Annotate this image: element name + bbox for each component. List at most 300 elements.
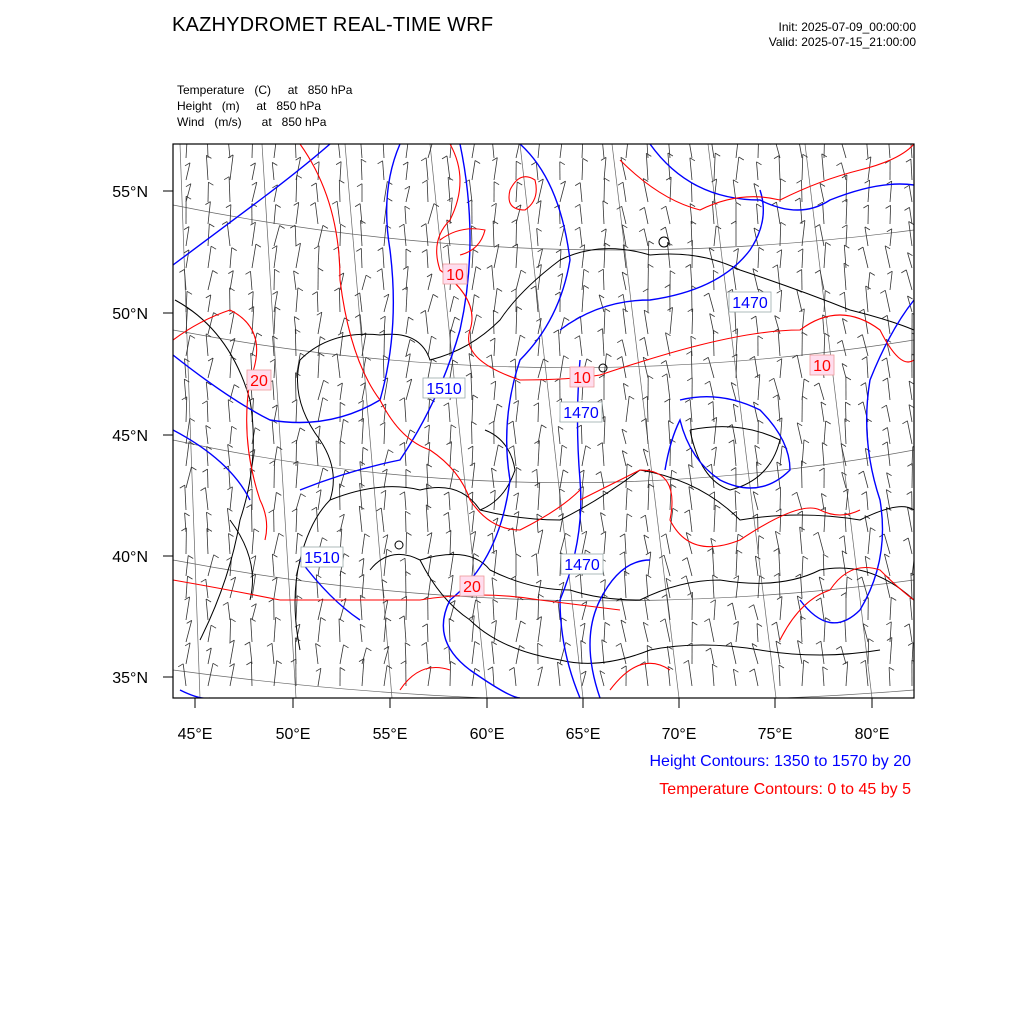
wind-barb-flag	[575, 336, 580, 339]
wind-barb	[538, 137, 540, 158]
wind-barb	[602, 443, 604, 466]
wind-barb-flag	[758, 420, 763, 423]
map-frame	[173, 144, 914, 698]
wind-barb	[626, 488, 627, 510]
wind-barb	[207, 401, 208, 422]
wind-barb-flag	[555, 292, 560, 295]
wind-barb-flag	[448, 177, 453, 180]
wind-barb	[909, 185, 912, 202]
wind-barb	[714, 600, 715, 620]
wind-barb-flag	[421, 224, 426, 227]
wind-barb-flag	[531, 286, 536, 289]
wind-barb	[208, 625, 211, 642]
wind-barb-flag	[605, 243, 610, 246]
wind-barb	[709, 293, 714, 312]
wind-barb-flag	[400, 442, 405, 445]
wind-barb	[780, 446, 782, 466]
wind-barb-flag	[185, 513, 190, 516]
wind-barb-flag	[707, 464, 712, 467]
wind-barb	[428, 141, 433, 158]
wind-barb-flag	[269, 510, 274, 513]
wind-barb	[426, 158, 428, 180]
wind-barb-flag	[270, 359, 275, 362]
wind-barb-flag	[297, 175, 302, 178]
wind-barb	[538, 441, 539, 467]
wind-barb	[206, 579, 208, 598]
wind-barb	[754, 669, 758, 686]
wind-barb-flag	[755, 556, 760, 559]
wind-barb	[274, 578, 277, 599]
wind-barb	[362, 648, 366, 664]
wind-barb-flag	[733, 180, 738, 183]
wind-barb	[736, 511, 737, 532]
wind-barb-flag	[337, 132, 342, 135]
wind-barb	[206, 488, 209, 510]
wind-barb	[887, 405, 891, 422]
wind-barb	[645, 598, 648, 621]
wind-barb	[911, 139, 912, 158]
wind-barb	[339, 180, 340, 202]
wind-barb	[186, 597, 190, 620]
wind-barb-flag	[292, 400, 297, 403]
wind-barb-flag	[584, 285, 589, 288]
wind-barb-flag	[603, 201, 608, 204]
wind-barb	[207, 528, 208, 554]
wind-barb	[780, 290, 782, 312]
wind-barb-flag	[490, 490, 495, 493]
wind-barb-flag	[231, 619, 236, 622]
wind-barb	[735, 491, 736, 510]
wind-barb	[295, 133, 296, 158]
wind-barb-flag	[410, 430, 415, 433]
wind-barb-flag	[641, 515, 646, 518]
wind-barb	[516, 182, 517, 202]
wind-barb-flag	[294, 317, 299, 320]
wind-barb	[736, 157, 739, 180]
wind-barb-flag	[707, 548, 712, 551]
wind-barb-flag	[491, 620, 496, 623]
wind-barb-flag	[901, 270, 906, 273]
wind-barb	[472, 267, 476, 290]
wind-barb	[273, 381, 274, 400]
wind-barb	[339, 288, 340, 312]
wind-barb	[560, 250, 561, 268]
wind-barb	[625, 534, 626, 554]
wind-barb	[909, 624, 912, 642]
wind-barb	[516, 401, 519, 423]
wind-barb-flag	[564, 356, 569, 359]
wind-barb	[186, 163, 190, 180]
wind-barb-flag	[649, 241, 654, 244]
wind-barb-flag	[627, 514, 632, 517]
wind-barb	[186, 135, 187, 158]
wind-barb	[208, 271, 213, 291]
wind-barb-flag	[729, 440, 734, 443]
wind-barb	[643, 622, 648, 642]
wind-barb-flag	[428, 141, 433, 144]
wind-barb	[427, 624, 428, 642]
wind-barb-flag	[207, 136, 212, 139]
wind-barb-flag	[731, 468, 736, 471]
wind-barb-flag	[715, 153, 720, 156]
wind-barb-flag	[846, 402, 851, 405]
wind-barb-flag	[509, 667, 514, 670]
height-label-box	[301, 547, 343, 567]
wind-barb	[714, 417, 717, 444]
wind-barb	[819, 383, 824, 400]
wind-barb-flag	[277, 447, 282, 450]
wind-barb-flag	[310, 203, 315, 206]
lat-label-50n: 50°N	[112, 306, 148, 323]
wind-barb	[712, 664, 714, 686]
wind-barb	[604, 243, 605, 268]
wind-barb	[797, 289, 802, 312]
wind-barb-flag	[190, 335, 195, 338]
wind-barb	[208, 246, 211, 268]
wind-barb-flag	[733, 249, 738, 252]
wind-barb-flag	[487, 132, 492, 135]
wind-barb-flag	[558, 426, 563, 429]
wind-barb-flag	[575, 574, 580, 577]
wind-barb-flag	[904, 185, 909, 188]
wind-barb-flag	[715, 505, 720, 508]
wind-barb-flag	[584, 269, 589, 272]
wind-barb	[623, 182, 626, 202]
wind-barb-flag	[400, 492, 405, 495]
wind-barb-flag	[688, 592, 693, 595]
wind-barb	[494, 244, 499, 268]
wind-barb-flag	[359, 418, 364, 421]
wind-barb-flag	[214, 555, 219, 558]
wind-barb	[733, 669, 736, 686]
wind-barb-flag	[366, 648, 371, 651]
wind-barb-flag	[401, 661, 406, 664]
wind-barb-flag	[516, 554, 521, 557]
wind-barb	[755, 556, 758, 576]
wind-barb	[513, 528, 516, 554]
wind-barb-flag	[844, 245, 849, 248]
wind-barb-flag	[301, 494, 306, 497]
wind-barb	[516, 139, 520, 158]
wind-barb	[274, 140, 276, 158]
wind-barb-flag	[583, 158, 588, 161]
wind-barb	[538, 594, 539, 620]
wind-barb	[514, 446, 516, 466]
wind-barb	[560, 356, 564, 378]
wind-barb-flag	[779, 665, 784, 668]
wind-barb-flag	[332, 201, 337, 204]
wind-barb-flag	[491, 203, 496, 206]
wind-barb	[887, 473, 890, 488]
wind-barb-flag	[825, 291, 830, 294]
wind-barb	[582, 470, 584, 488]
height-contour-legend: Height Contours: 1350 to 1570 by 20	[649, 753, 911, 770]
wind-barb-flag	[256, 244, 261, 247]
wind-barb-flag	[311, 183, 316, 186]
wind-barb-flag	[706, 648, 711, 651]
wind-barb-flag	[422, 180, 427, 183]
wind-barb-flag	[648, 264, 653, 267]
wind-barb	[296, 509, 297, 532]
wind-barb-flag	[447, 442, 452, 445]
wind-barb	[493, 310, 494, 334]
wind-barb	[184, 379, 186, 400]
wind-barb	[449, 492, 450, 510]
wind-barb-flag	[781, 222, 786, 225]
wind-barb	[450, 425, 451, 444]
wind-barb	[427, 180, 428, 202]
wind-barb	[537, 469, 538, 488]
wind-barb	[777, 622, 780, 642]
wind-barb-flag	[272, 246, 277, 249]
wind-barb-flag	[246, 662, 251, 665]
wind-barb	[384, 490, 386, 510]
wind-barb-flag	[661, 361, 666, 364]
wind-barb	[208, 469, 209, 488]
wind-barb-flag	[796, 574, 801, 577]
wind-barb	[230, 426, 232, 444]
wind-barb-flag	[469, 511, 474, 514]
wind-barb-flag	[866, 157, 871, 160]
wind-barb	[516, 493, 519, 510]
wind-barb-flag	[777, 597, 782, 600]
wind-barb	[865, 516, 868, 532]
wind-barb	[251, 271, 253, 290]
wind-barb-flag	[406, 469, 411, 472]
wind-barb	[359, 506, 362, 532]
wind-barb	[492, 265, 494, 290]
wind-barb-flag	[734, 576, 739, 579]
wind-barb-flag	[575, 227, 580, 230]
wind-barb	[317, 292, 318, 312]
wind-barb	[752, 644, 758, 665]
lon-label-80e: 80°E	[854, 726, 890, 743]
wind-barb	[536, 554, 538, 576]
wind-barb	[318, 618, 321, 643]
wind-barb-flag	[406, 249, 411, 252]
wind-barb-flag	[494, 182, 499, 185]
wind-barb	[601, 472, 604, 488]
wind-barb	[865, 448, 868, 466]
wind-barb	[516, 335, 520, 356]
wind-barb-flag	[234, 385, 239, 388]
wind-barb	[383, 356, 384, 379]
wind-barb-flag	[365, 534, 370, 537]
wind-barb-flag	[300, 428, 305, 431]
wind-barb	[427, 642, 429, 664]
wind-barb	[296, 400, 297, 422]
wind-barb	[516, 380, 517, 400]
wind-barb-flag	[516, 161, 521, 164]
wind-barb-flag	[521, 270, 526, 273]
wind-barb	[845, 513, 846, 532]
wind-barb-flag	[581, 641, 586, 644]
wind-barb-flag	[540, 137, 545, 140]
wind-barb	[274, 226, 280, 247]
wind-barb	[780, 179, 781, 202]
wind-barb	[360, 136, 362, 158]
wind-barb-flag	[444, 403, 449, 406]
wind-barb-flag	[887, 638, 892, 641]
wind-barb-flag	[624, 571, 629, 574]
wind-barb-flag	[587, 359, 592, 362]
wind-barb	[889, 667, 890, 686]
wind-barb-flag	[182, 135, 187, 138]
wind-barb-flag	[605, 622, 610, 625]
wind-barb-flag	[713, 270, 718, 273]
wind-barb-flag	[844, 263, 849, 266]
wind-barb-flag	[616, 643, 621, 646]
wind-barb-flag	[711, 447, 716, 450]
wind-barb-flag	[489, 421, 494, 424]
wind-barb	[228, 132, 231, 158]
wind-barb	[820, 225, 824, 247]
wind-barb-flag	[357, 184, 362, 187]
wind-barb	[732, 603, 736, 620]
wind-barb-flag	[267, 643, 272, 646]
wind-barb	[228, 444, 230, 466]
wind-barb-flag	[453, 360, 458, 363]
wind-barb-flag	[705, 381, 710, 384]
wind-barb	[758, 536, 759, 554]
wind-barb-flag	[469, 616, 474, 619]
wind-barb	[714, 447, 716, 466]
wind-barb	[821, 598, 824, 620]
wind-barb	[296, 533, 298, 554]
wind-barb-flag	[606, 354, 611, 357]
wind-barb-flag	[486, 355, 491, 358]
wind-barb	[362, 558, 364, 576]
wind-barb-flag	[363, 447, 368, 450]
wind-barb	[908, 507, 913, 532]
wind-barb-flag	[673, 508, 678, 511]
wind-barb-flag	[882, 442, 887, 445]
wind-barb-flag	[756, 462, 761, 465]
wind-barb-flag	[511, 576, 516, 579]
wind-barb	[709, 619, 714, 642]
wind-barb	[887, 315, 890, 334]
wind-barb	[736, 550, 737, 576]
wind-barb	[890, 205, 891, 224]
wind-barb	[886, 507, 890, 532]
wind-barb-flag	[466, 373, 471, 376]
wind-barb	[604, 157, 606, 180]
wind-barb-flag	[531, 554, 536, 557]
wind-barb	[667, 595, 670, 621]
wind-barb-flag	[211, 625, 216, 628]
wind-barb-flag	[388, 450, 393, 453]
wind-barb	[604, 622, 605, 642]
wind-barb-flag	[792, 492, 797, 495]
wind-barb-flag	[906, 159, 911, 162]
wind-barb	[910, 207, 913, 224]
wind-barb	[227, 222, 230, 247]
wind-barb-flag	[517, 182, 522, 185]
wind-barb	[384, 469, 387, 488]
wind-barb	[406, 340, 410, 357]
wind-barb	[560, 470, 563, 488]
wind-barb	[208, 202, 210, 224]
wind-barb	[665, 619, 670, 642]
wind-barb	[406, 511, 407, 532]
wind-barb-flag	[749, 605, 754, 608]
wind-barb	[664, 555, 670, 576]
wind-barb-flag	[360, 136, 365, 139]
wind-barb	[186, 467, 191, 488]
wind-barb	[406, 532, 407, 554]
temperature-label: 20	[463, 579, 481, 596]
wind-barb-flag	[425, 442, 430, 445]
wind-barb-flag	[822, 443, 827, 446]
wind-barb	[362, 418, 364, 444]
wind-barb-flag	[387, 549, 392, 552]
wind-barb	[560, 445, 562, 466]
wind-barb-flag	[211, 246, 216, 249]
wind-barb	[580, 183, 582, 202]
wind-barb-flag	[426, 505, 431, 508]
wind-barb	[644, 535, 648, 554]
wind-barb-flag	[475, 668, 480, 671]
wind-barb	[668, 136, 670, 158]
wind-barb-flag	[836, 163, 841, 166]
wind-barb-flag	[774, 548, 779, 551]
wind-barb	[252, 222, 255, 246]
wind-barb-flag	[891, 597, 896, 600]
wind-barb	[538, 359, 543, 378]
wind-barb	[644, 310, 648, 334]
wind-barb-flag	[209, 224, 214, 227]
wind-barb-flag	[340, 441, 345, 444]
wind-barb	[845, 620, 846, 642]
wind-barb	[757, 204, 759, 224]
wind-barb	[667, 646, 670, 664]
lon-label-65e: 65°E	[565, 726, 601, 743]
wind-barb	[494, 490, 495, 510]
wind-barb	[842, 319, 846, 335]
wind-barb	[885, 246, 890, 268]
wind-barb	[669, 421, 671, 444]
wind-barb-flag	[736, 202, 741, 205]
wind-barb	[560, 140, 562, 158]
longitude-ticks	[195, 698, 872, 708]
wind-barb-flag	[776, 487, 781, 490]
wind-barb-flag	[257, 333, 262, 336]
wind-barb-flag	[380, 316, 385, 319]
wind-barb-flag	[816, 641, 821, 644]
wind-barb	[885, 290, 890, 312]
wind-barb-flag	[190, 418, 195, 421]
wind-barb-flag	[405, 643, 410, 646]
wind-barb-flag	[847, 577, 852, 580]
wind-barb	[472, 511, 474, 532]
wind-barb-flag	[668, 153, 673, 156]
wind-barb	[450, 469, 454, 488]
wind-barb	[229, 466, 230, 488]
wind-barb	[318, 312, 322, 334]
wind-barb	[227, 508, 230, 532]
wind-barb-flag	[618, 182, 623, 185]
wind-barb-flag	[617, 357, 622, 360]
wind-barb-flag	[862, 357, 867, 360]
wind-barb-flag	[510, 359, 515, 362]
wind-barb	[450, 530, 451, 554]
wind-barb-flag	[294, 271, 299, 274]
wind-barb-flag	[769, 378, 774, 381]
latitude-ticks	[163, 191, 173, 677]
wind-barb-flag	[339, 619, 344, 622]
wind-barb	[868, 180, 870, 202]
wind-barb-flag	[280, 226, 285, 229]
